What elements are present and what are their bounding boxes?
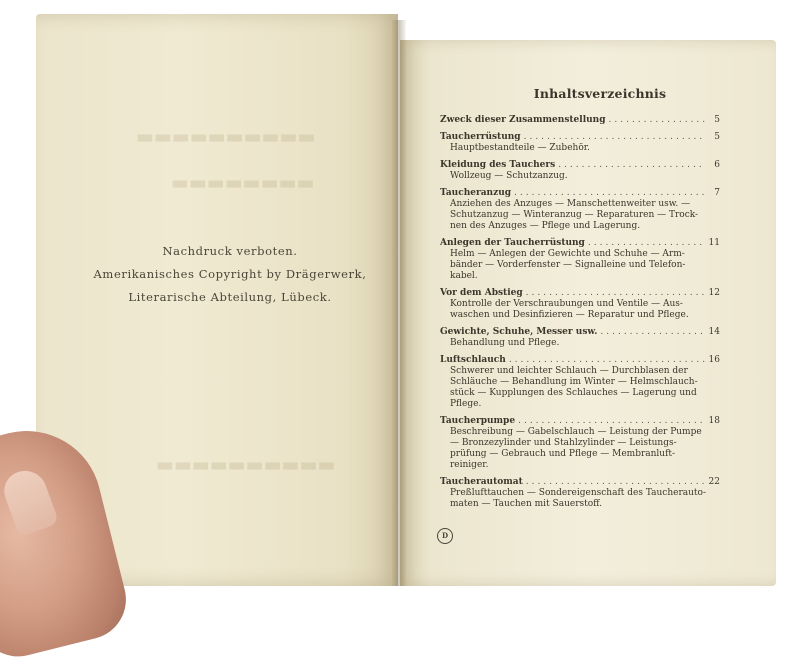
dot-leader — [526, 288, 705, 299]
toc-entry — [440, 355, 720, 410]
dot-leader — [609, 115, 706, 126]
toc-page-number: 5 — [714, 132, 720, 142]
toc-entry — [440, 238, 720, 282]
toc-page-number: 11 — [708, 238, 720, 248]
toc-page-number: 14 — [708, 327, 720, 337]
toc-entry-title: Vor dem Abstieg — [440, 288, 523, 298]
toc-page-number: 12 — [708, 288, 720, 298]
toc-entry — [440, 188, 720, 232]
toc-page-number: 6 — [714, 160, 720, 170]
dot-leader — [600, 327, 705, 338]
toc-heading: Inhaltsverzeichnis — [533, 86, 667, 101]
toc-entry-title: Taucherrüstung — [440, 132, 521, 142]
toc-entry-title: Taucheranzug — [440, 188, 512, 198]
toc-entry-description: Pflege. — [450, 399, 482, 409]
toc-entry-description: Wollzeug — Schutzanzug. — [450, 171, 568, 181]
toc-entry-description: stück — Kupplungen des Schlauches — Lagerung und — [450, 388, 697, 398]
show-through-text: ▬▬▬▬▬▬▬▬▬▬ — [156, 454, 336, 476]
toc-entry-description: Helm — Anlegen der Gewichte und Schuhe — Arm- — [450, 249, 685, 259]
toc-entry-description: Hauptbestandteile — Zubehör. — [450, 143, 590, 153]
dot-leader — [526, 477, 705, 488]
imprint-line: Nachdruck verboten. — [162, 244, 298, 258]
toc-entry-title: Kleidung des Tauchers — [440, 160, 556, 170]
book-spine — [392, 20, 406, 586]
toc-entry-title: Gewichte, Schuhe, Messer usw. — [440, 327, 598, 337]
toc-entry-description: Schwerer und leichter Schlauch — Durchblasen der — [450, 366, 688, 376]
toc-entry-description: Schutzanzug — Winteranzug — Reparaturen — Trock- — [450, 210, 699, 220]
toc-entry-title: Luftschlauch — [440, 355, 506, 365]
toc-entry-description: prüfung — Gebrauch und Pflege — Membranluft- — [450, 449, 676, 459]
toc-entry-title: Zweck dieser Zusammenstellung — [440, 115, 606, 125]
imprint-notice — [80, 240, 380, 309]
toc-entry-description: reiniger. — [450, 460, 489, 470]
dot-leader — [518, 416, 705, 427]
table-of-contents — [440, 88, 720, 516]
toc-page-number: 16 — [708, 355, 720, 365]
toc-entry-title: Anlegen der Taucherrüstung — [440, 238, 585, 248]
toc-entry-description: — Bronzezylinder und Stahlzylinder — Leistungs- — [450, 438, 677, 448]
toc-entry-description: kabel. — [450, 271, 478, 281]
toc-entry — [440, 160, 720, 182]
toc-page-number: 7 — [714, 188, 720, 198]
toc-entry-description: waschen und Desinfizieren — Reparatur und Pflege. — [450, 310, 689, 320]
toc-entry — [440, 132, 720, 154]
imprint-line: Amerikanisches Copyright by Drägerwerk, — [93, 267, 367, 281]
toc-entry — [440, 115, 720, 126]
toc-entry-description: bänder — Vorderfenster — Signalleine und Telefon- — [450, 260, 686, 270]
toc-entry-description: Schläuche — Behandlung im Winter — Helmschlauch- — [450, 377, 698, 387]
publisher-logo-icon: D — [437, 528, 453, 544]
toc-entry-description: Beschreibung — Gabelschlauch — Leistung der Pumpe — [450, 427, 702, 437]
toc-entry — [440, 477, 720, 510]
toc-page-number: 5 — [714, 115, 720, 125]
toc-entry-description: Anziehen des Anzuges — Manschettenweiter usw. — — [450, 199, 691, 209]
toc-entry-description: maten — Tauchen mit Sauerstoff. — [450, 499, 603, 509]
dot-leader — [558, 160, 705, 171]
dot-leader — [509, 355, 705, 366]
toc-entry-title: Taucherpumpe — [440, 416, 516, 426]
show-through-text: ▬▬▬▬▬▬▬▬ — [171, 172, 315, 194]
toc-entry — [440, 327, 720, 349]
toc-entry-description: Preßlufttauchen — Sondereigenschaft des Taucherauto- — [450, 488, 707, 498]
dot-leader — [588, 238, 705, 249]
show-through-text: ▬▬▬▬▬▬▬▬▬▬ — [136, 126, 316, 148]
toc-entry — [440, 288, 720, 321]
toc-entry-title: Taucherautomat — [440, 477, 523, 487]
dot-leader — [524, 132, 705, 143]
imprint-line: Literarische Abteilung, Lübeck. — [128, 290, 332, 304]
toc-entry-description: Behandlung und Pflege. — [450, 338, 560, 348]
toc-page-number: 18 — [708, 416, 720, 426]
toc-entry — [440, 416, 720, 471]
toc-entry-description: nen des Anzuges — Pflege und Lagerung. — [450, 221, 641, 231]
toc-entry-description: Kontrolle der Verschraubungen und Ventile — Aus- — [450, 299, 683, 309]
toc-page-number: 22 — [708, 477, 720, 487]
dot-leader — [514, 188, 705, 199]
